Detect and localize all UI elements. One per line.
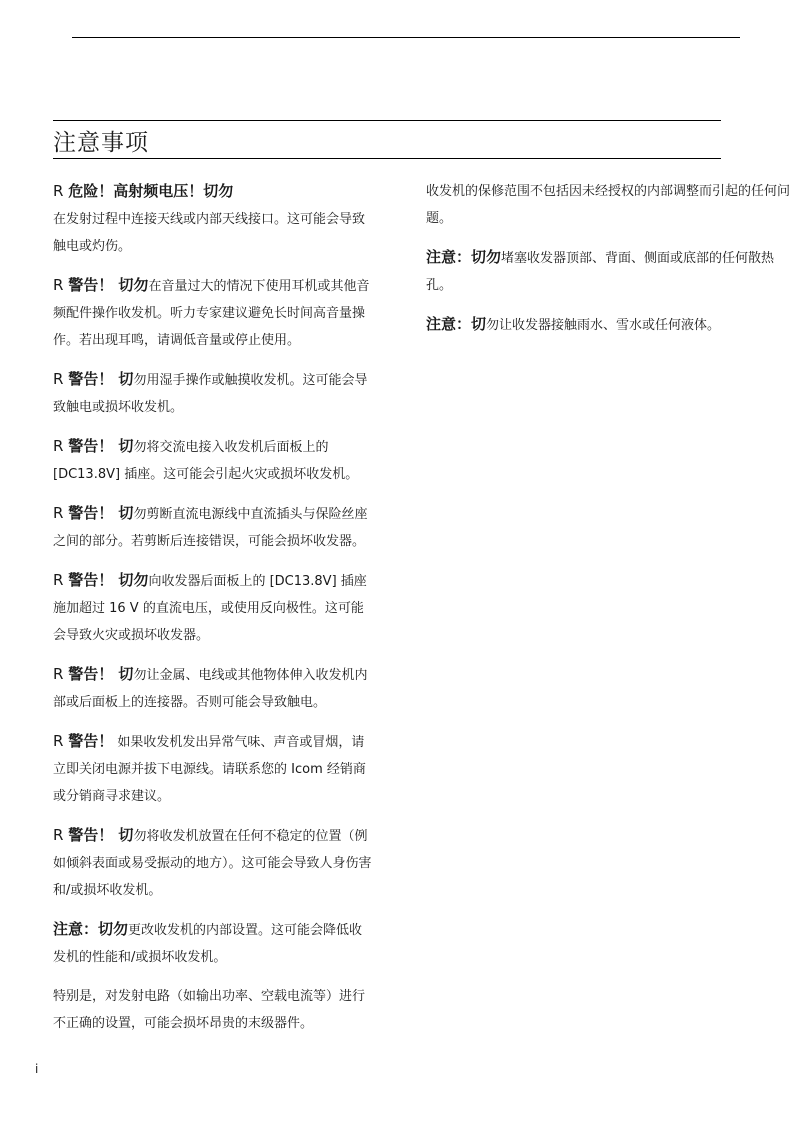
notice-lead: 注意：切勿 bbox=[426, 248, 502, 266]
notice-lead: 注意：切 bbox=[426, 315, 487, 333]
notice-body: 收发机的保修范围不包括因未经授权的内部调整而引起的任何问题。 bbox=[426, 184, 791, 226]
warning-marker: R bbox=[53, 182, 69, 200]
warning-marker: R bbox=[53, 571, 69, 589]
notice-body: 在发射过程中连接天线或内部天线接口。这可能会导致触电或灼伤。 bbox=[53, 212, 366, 254]
notice-body: 在音量过大的情况下使用耳机或其他音频配件操作收发机。听力专家建议避免长时间高音量操作。若出现耳鸣，请调低音量或停止使用。 bbox=[53, 279, 370, 348]
notice-paragraph bbox=[426, 244, 793, 299]
header-rule bbox=[72, 37, 740, 38]
notice-paragraph bbox=[53, 822, 375, 904]
notice-paragraph bbox=[53, 983, 375, 1037]
notice-paragraph bbox=[53, 500, 375, 555]
notice-paragraph bbox=[53, 272, 375, 354]
notice-lead: 警告！ 切 bbox=[68, 370, 134, 388]
notice-paragraph bbox=[426, 311, 793, 339]
warning-marker: R bbox=[53, 370, 69, 388]
notice-body: 勿将交流电接入收发机后面板上的 [DC13.8V] 插座。这可能会引起火灾或损坏收发机。 bbox=[53, 440, 359, 482]
notice-body: 勿将收发机放置在任何不稳定的位置（例如倾斜表面或易受振动的地方）。这可能会导致人身伤害和/或损坏收发机。 bbox=[53, 829, 372, 898]
warning-marker: R bbox=[53, 504, 69, 522]
notice-lead: 警告！ 切 bbox=[68, 504, 134, 522]
notice-body: 特别是，对发射电路（如输出功率、空载电流等）进行不正确的设置，可能会损坏昂贵的末级器件。 bbox=[53, 989, 366, 1031]
notice-lead: 警告！ 切 bbox=[68, 665, 134, 683]
notice-paragraph bbox=[53, 661, 375, 716]
notice-body: 向收发器后面板上的 [DC13.8V] 插座施加超过 16 V 的直流电压，或使用反向极性。这可能会导致火灾或损坏收发器。 bbox=[53, 574, 367, 643]
notice-lead: 警告！ 切勿 bbox=[68, 276, 149, 294]
notice-paragraph bbox=[53, 433, 375, 488]
notice-body: 如果收发机发出异常气味、声音或冒烟，请立即关闭电源并拔下电源线。请联系您的 Icom 经销商或分销商寻求建议。 bbox=[53, 735, 366, 804]
title-rule-top bbox=[53, 120, 721, 121]
notice-paragraph bbox=[426, 178, 793, 232]
notice-lead: 警告！ 切 bbox=[68, 437, 134, 455]
notice-body: 勿让金属、电线或其他物体伸入收发机内部或后面板上的连接器。否则可能会导致触电。 bbox=[53, 668, 368, 710]
notice-body: 勿用湿手操作或触摸收发机。这可能会导致触电或损坏收发机。 bbox=[53, 373, 368, 415]
notice-body: 勿让收发器接触雨水、雪水或任何液体。 bbox=[486, 318, 721, 333]
notice-lead: 警告！ 切勿 bbox=[68, 571, 149, 589]
notice-body: 堵塞收发器顶部、背面、侧面或底部的任何散热孔。 bbox=[426, 251, 775, 293]
left-column bbox=[53, 178, 375, 1049]
page-number: i bbox=[35, 1062, 39, 1076]
notice-paragraph bbox=[53, 916, 375, 971]
notice-lead: 警告！ bbox=[68, 732, 114, 750]
title-rule-bottom bbox=[53, 158, 721, 159]
notice-paragraph bbox=[53, 366, 375, 421]
notice-paragraph bbox=[53, 567, 375, 649]
notice-lead: 警告！ 切 bbox=[68, 826, 134, 844]
warning-marker: R bbox=[53, 826, 69, 844]
notice-paragraph bbox=[53, 206, 375, 260]
notice-lead: 危险！高射频电压！切勿 bbox=[68, 182, 234, 200]
notice-body: 勿剪断直流电源线中直流插头与保险丝座之间的部分。若剪断后连接错误，可能会损坏收发器。 bbox=[53, 507, 368, 549]
right-column bbox=[426, 178, 793, 351]
section-title: 注意事项 bbox=[53, 130, 149, 156]
notice-lead: 注意：切勿 bbox=[53, 920, 129, 938]
notice-paragraph bbox=[53, 728, 375, 810]
notice-paragraph bbox=[53, 178, 375, 206]
warning-marker: R bbox=[53, 276, 69, 294]
warning-marker: R bbox=[53, 732, 69, 750]
warning-marker: R bbox=[53, 665, 69, 683]
warning-marker: R bbox=[53, 437, 69, 455]
notice-body: 更改收发机的内部设置。这可能会降低收发机的性能和/或损坏收发机。 bbox=[53, 923, 363, 965]
